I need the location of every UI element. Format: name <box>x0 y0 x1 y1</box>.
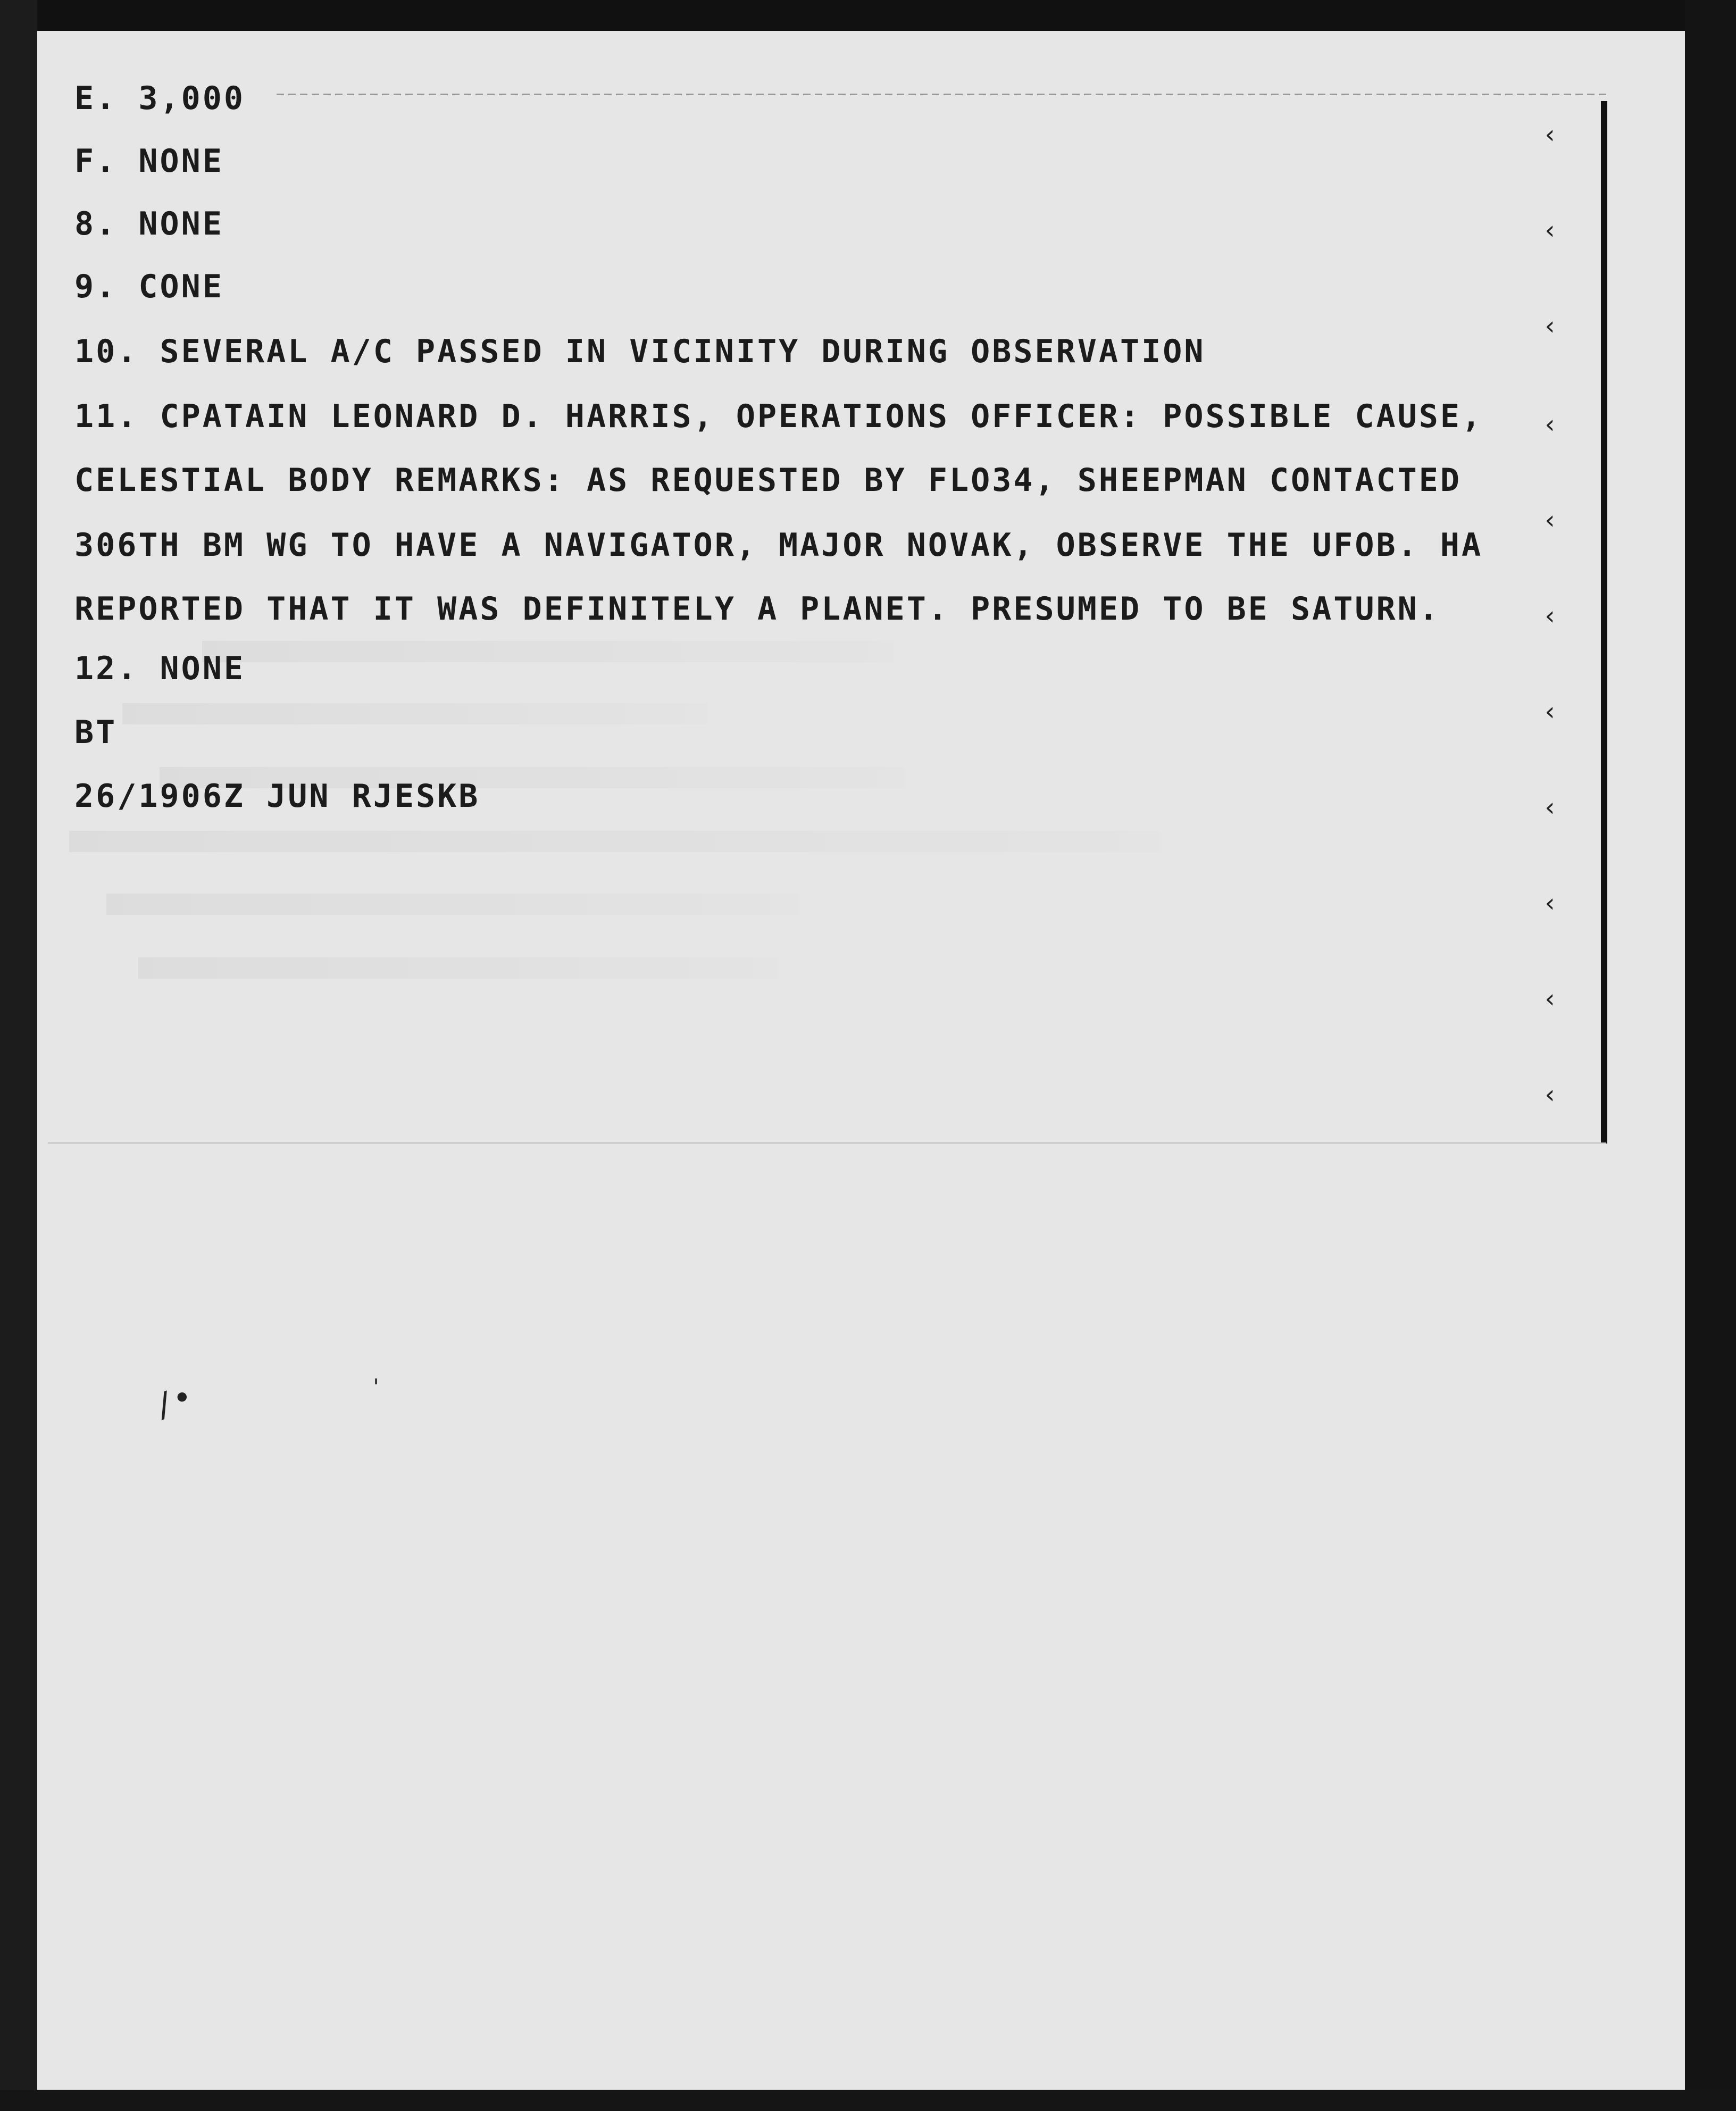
teletype-line-11: 11. CPATAIN LEONARD D. HARRIS, OPERATIONS OFFICER: POSSIBLE CAUSE, <box>74 398 1483 435</box>
sprocket-mark: ‹ <box>1542 215 1558 245</box>
teletype-line-f: F. NONE <box>74 143 224 180</box>
teletype-bottom-rule <box>48 1142 1606 1144</box>
bleed-through-line <box>69 831 1159 852</box>
sprocket-mark: ‹ <box>1542 601 1558 631</box>
teletype-line-8: 8. NONE <box>74 205 224 243</box>
teletype-right-border <box>1601 101 1607 1144</box>
scan-frame-top <box>0 0 1736 33</box>
teletype-line-9: 9. CONE <box>74 268 224 305</box>
scan-frame-right <box>1685 0 1736 2111</box>
bleed-through-line <box>202 641 894 662</box>
teletype-line-remarks-1: CELESTIAL BODY REMARKS: AS REQUESTED BY FLO34, SHEEPMAN CONTACTED <box>74 462 1462 499</box>
sprocket-mark: ‹ <box>1542 505 1558 535</box>
bleed-through-line <box>138 957 777 979</box>
teletype-line-bt: BT <box>74 714 118 751</box>
sprocket-mark: ‹ <box>1542 888 1558 918</box>
stray-mark: /• <box>149 1377 198 1426</box>
stray-mark: ' <box>370 1375 383 1399</box>
bleed-through-line <box>106 894 798 915</box>
sprocket-mark: ‹ <box>1542 410 1558 439</box>
sprocket-mark: ‹ <box>1542 984 1558 1014</box>
scan-frame-bottom <box>0 2090 1736 2111</box>
teletype-line-e: E. 3,000 <box>74 80 245 117</box>
sprocket-mark: ‹ <box>1542 120 1558 149</box>
teletype-line-10: 10. SEVERAL A/C PASSED IN VICINITY DURING OBSERVATION <box>74 333 1206 370</box>
teletype-line-12: 12. NONE <box>74 650 245 687</box>
sprocket-mark: ‹ <box>1542 792 1558 822</box>
teletype-line-dtg: 26/1906Z JUN RJESKB <box>74 778 480 815</box>
sprocket-mark: ‹ <box>1542 697 1558 727</box>
sprocket-mark: ‹ <box>1542 1080 1558 1109</box>
scan-frame-left <box>0 0 37 2111</box>
perforation-rule <box>277 94 1606 95</box>
teletype-line-remarks-3: REPORTED THAT IT WAS DEFINITELY A PLANET. PRESUMED TO BE SATURN. <box>74 590 1440 628</box>
teletype-line-remarks-2: 306TH BM WG TO HAVE A NAVIGATOR, MAJOR NOVAK, OBSERVE THE UFOB. HA <box>74 527 1483 564</box>
bleed-through-line <box>122 703 707 724</box>
sprocket-mark: ‹ <box>1542 311 1558 341</box>
